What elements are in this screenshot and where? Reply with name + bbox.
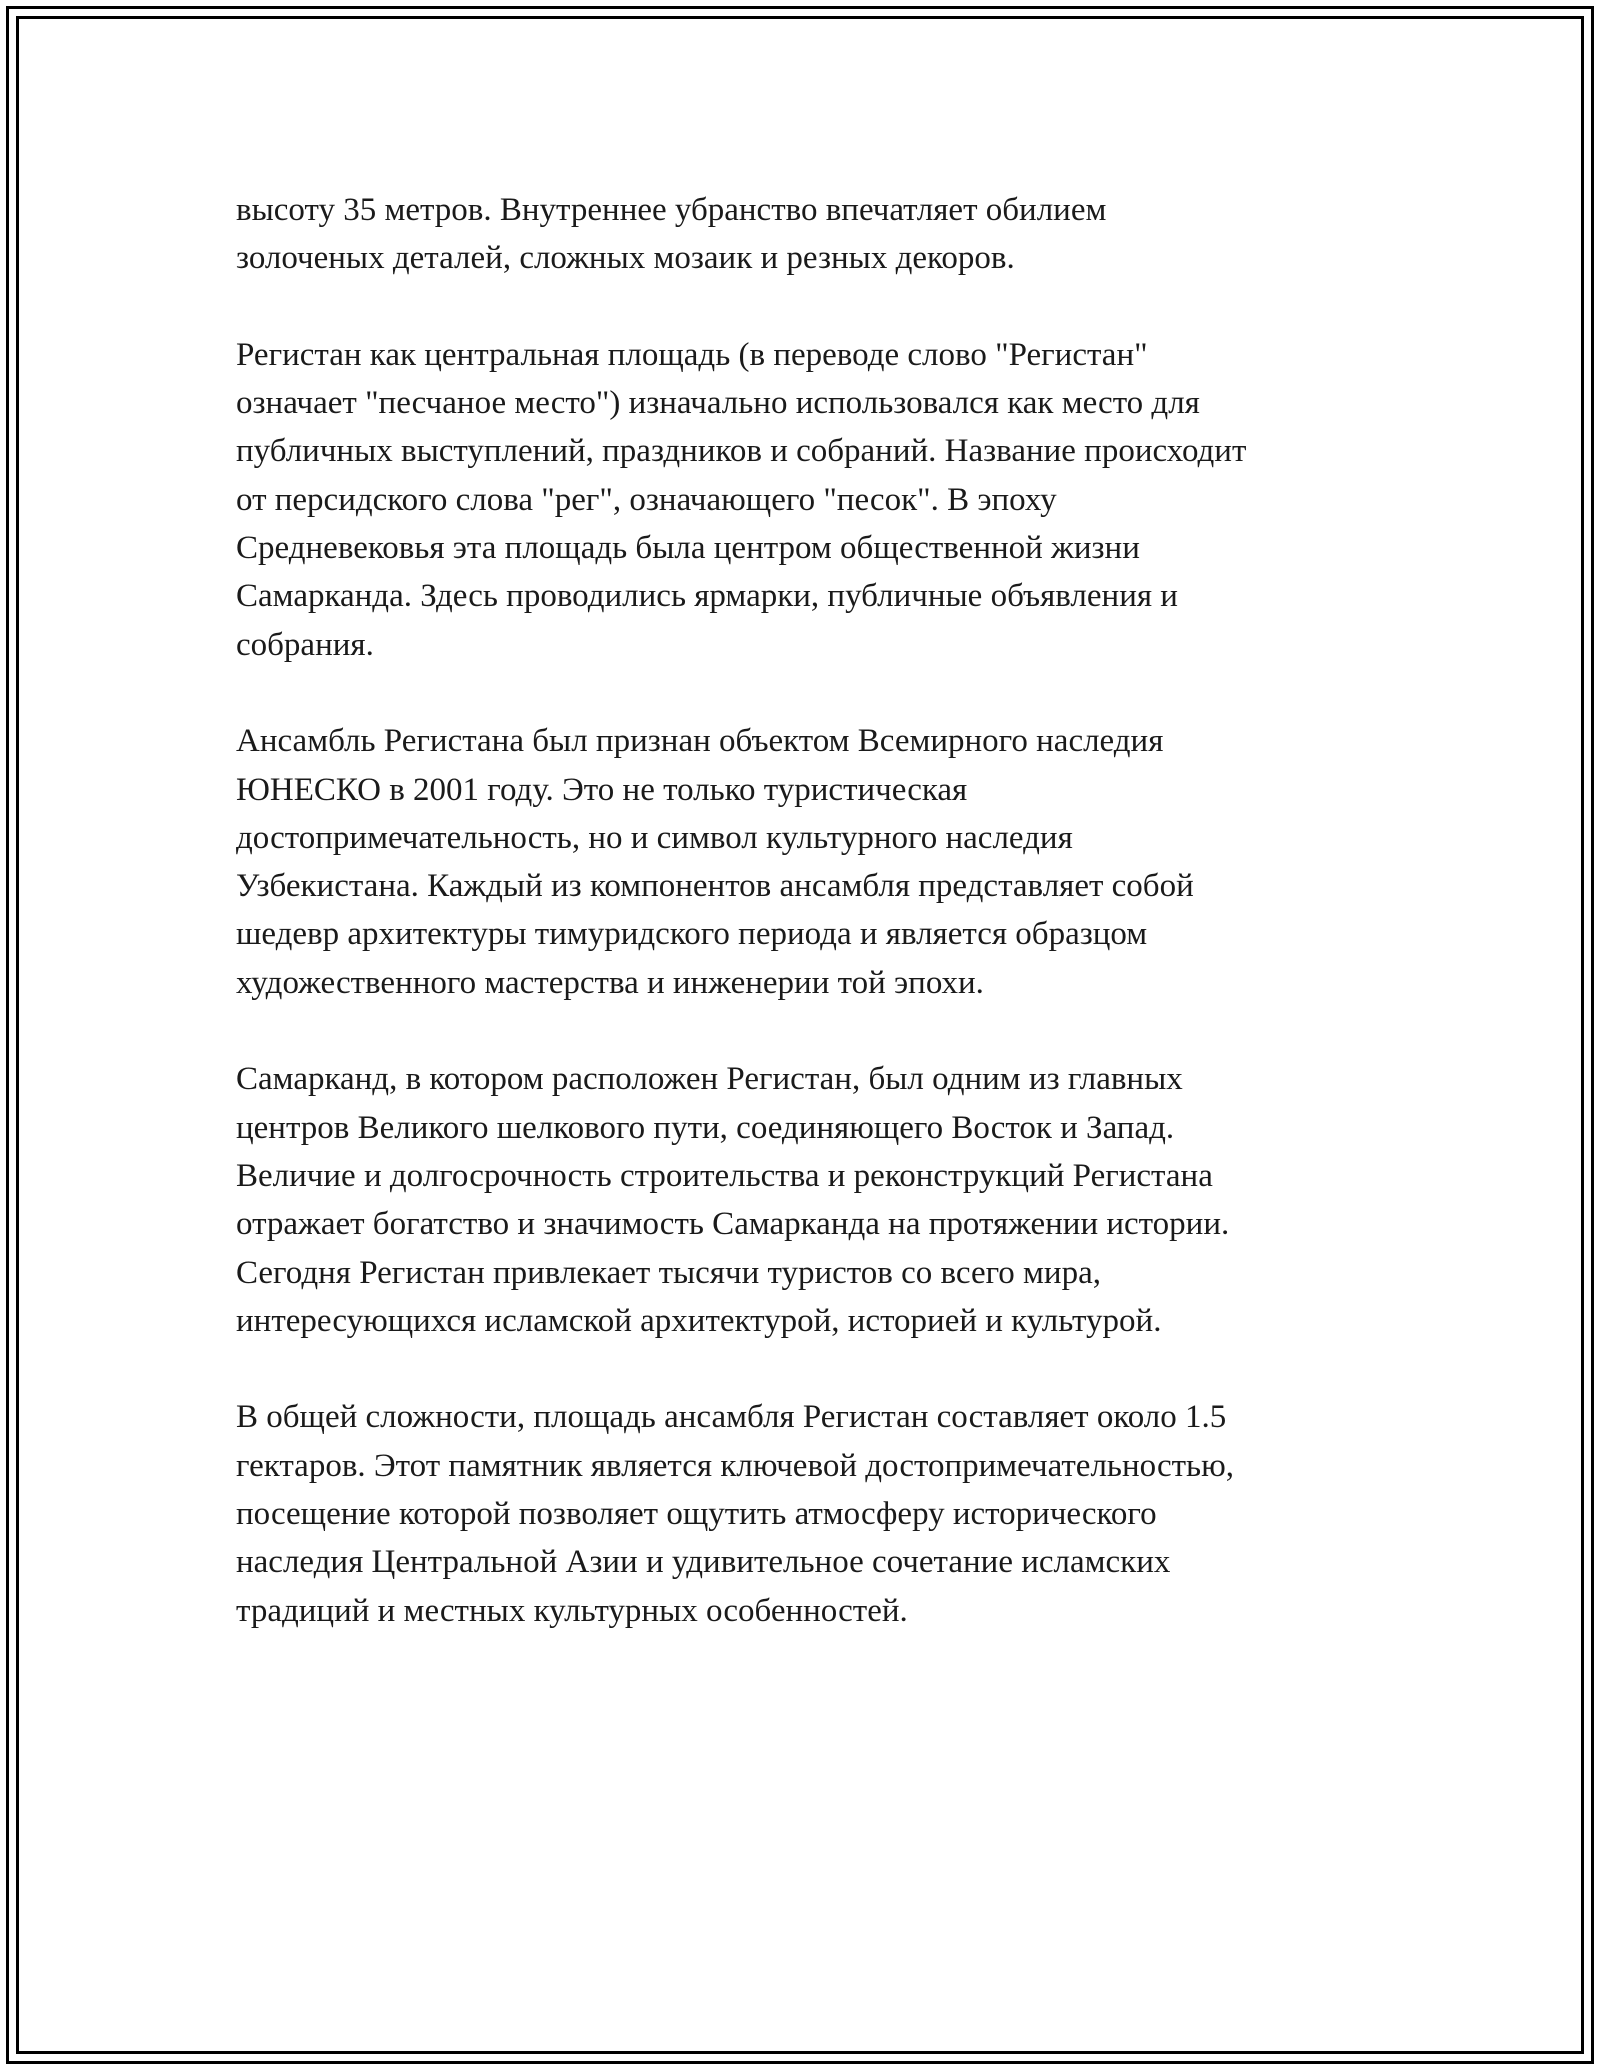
text-line: посещение которой позволяет ощутить атмосферу исторического <box>236 1496 1157 1533</box>
text-line: означает "песчаное место") изначально использовался как место для <box>236 385 1200 422</box>
text-line: достопримечательность, но и символ культурного наследия <box>236 819 1073 856</box>
text-line: шедевр архитектуры тимуридского периода и является образцом <box>236 916 1148 953</box>
text-line: Регистан как центральная площадь (в переводе слово "Регистан" <box>236 336 1148 373</box>
text-line: Средневековья эта площадь была центром общественной жизни <box>236 530 1140 567</box>
document-body <box>236 186 1396 1635</box>
text-line: Ансамбль Регистана был признан объектом Всемирного наследия <box>236 723 1164 760</box>
text-line: Самарканда. Здесь проводились ярмарки, публичные объявления и <box>236 578 1178 615</box>
text-line: золоченых деталей, сложных мозаик и резных декоров. <box>236 240 1015 277</box>
text-line: высоту 35 метров. Внутреннее убранство впечатляет обилием <box>236 192 1107 228</box>
text-line: традиций и местных культурных особенностей. <box>236 1592 908 1629</box>
text-line: Величие и долгосрочность строительства и реконструкций Регистана <box>236 1157 1213 1194</box>
text-line: гектаров. Этот памятник является ключевой достопримечательностью, <box>236 1447 1234 1484</box>
paragraph-4 <box>236 1055 1396 1345</box>
paragraph-3 <box>236 717 1396 1007</box>
text-line: центров Великого шелкового пути, соединяющего Восток и Запад. <box>236 1109 1175 1146</box>
text-line: от персидского слова "рег", означающего "песок". В эпоху <box>236 481 1057 518</box>
text-line: отражает богатство и значимость Самарканда на протяжении истории. <box>236 1206 1230 1243</box>
text-line: художественного мастерства и инженерии той эпохи. <box>236 964 984 1001</box>
text-line: В общей сложности, площадь ансамбля Регистан составляет около 1.5 <box>236 1399 1227 1436</box>
paragraph-2 <box>236 331 1396 669</box>
paragraph-5 <box>236 1393 1396 1634</box>
text-line: Самарканд, в котором расположен Регистан, был одним из главных <box>236 1061 1183 1098</box>
text-line: интересующихся исламской архитектурой, историей и культурой. <box>236 1302 1162 1339</box>
text-line: собрания. <box>236 626 374 663</box>
text-line: Сегодня Регистан привлекает тысячи туристов со всего мира, <box>236 1254 1101 1291</box>
text-line: Узбекистана. Каждый из компонентов ансамбля представляет собой <box>236 868 1194 905</box>
text-line: наследия Центральной Азии и удивительное сочетание исламских <box>236 1544 1171 1581</box>
text-line: публичных выступлений, праздников и собраний. Название происходит <box>236 433 1247 470</box>
text-line: ЮНЕСКО в 2001 году. Это не только туристическая <box>236 771 968 808</box>
paragraph-1 <box>236 186 1396 283</box>
